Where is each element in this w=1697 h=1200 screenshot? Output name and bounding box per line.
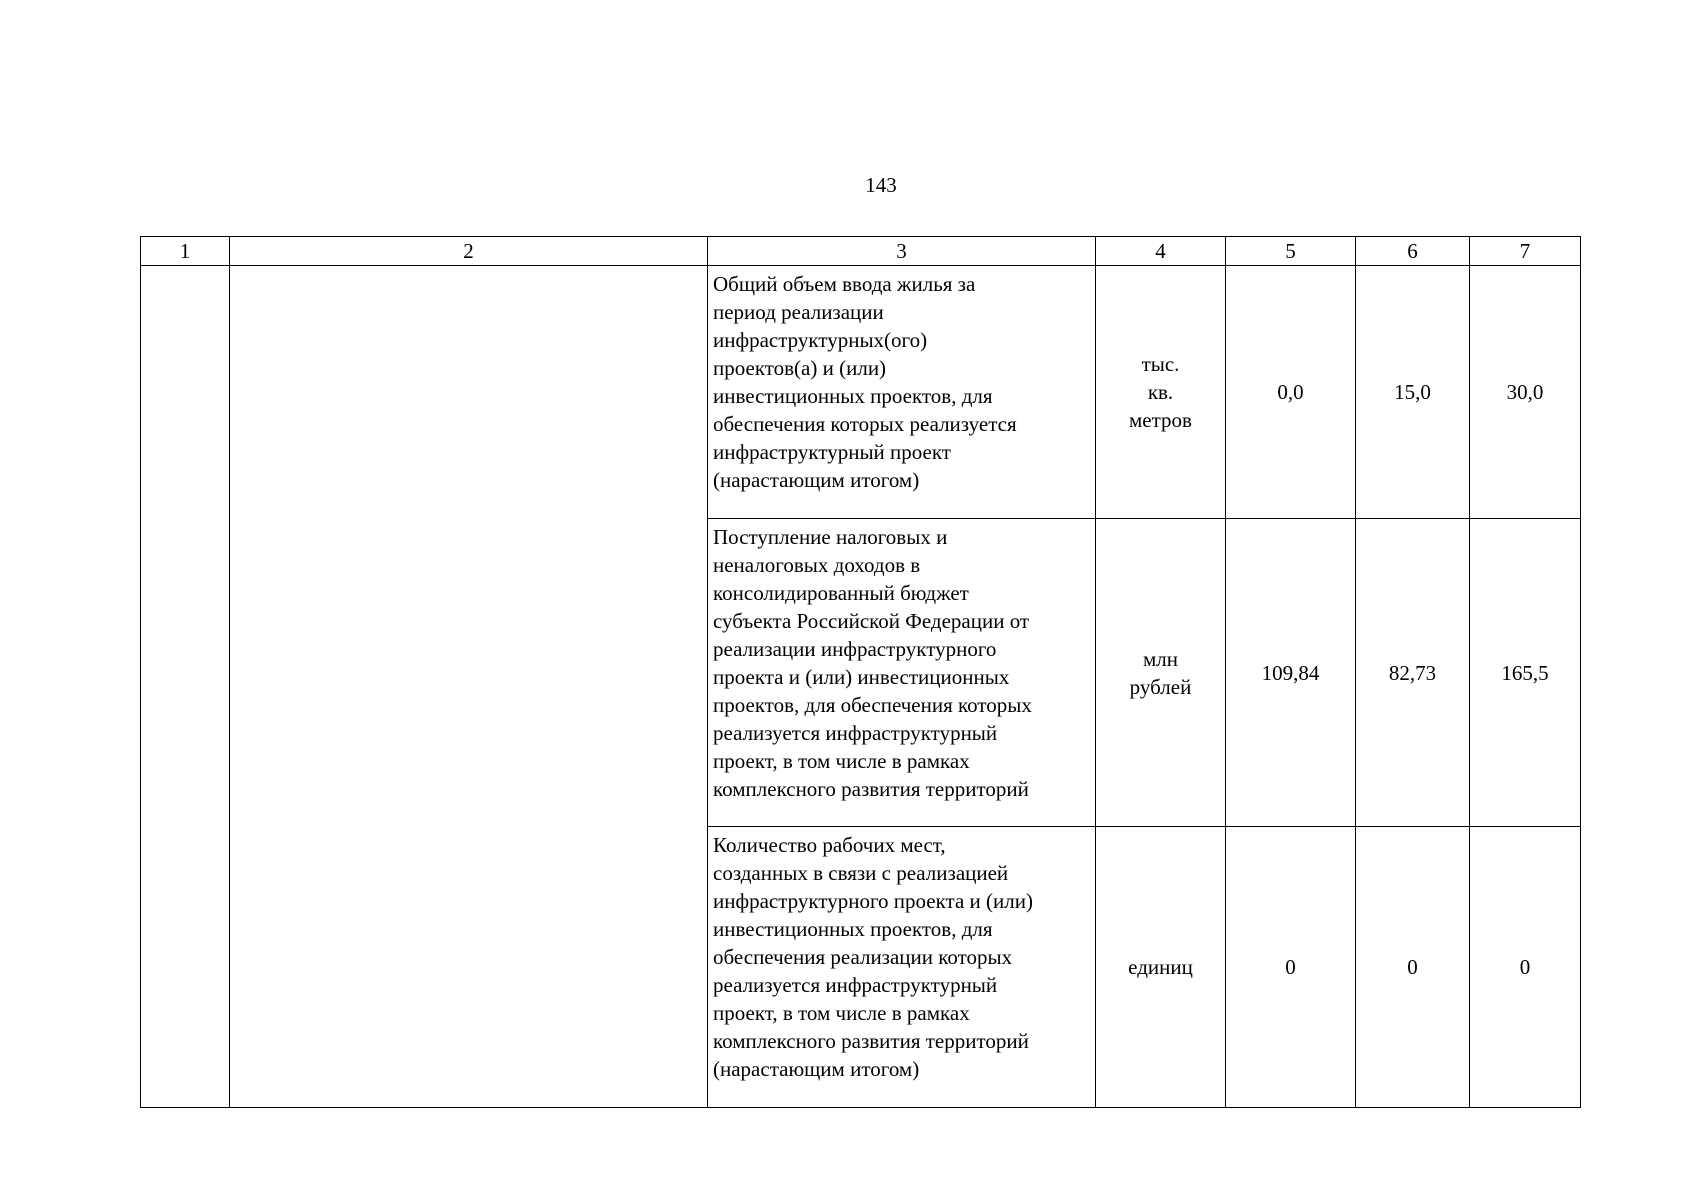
unit-cell: тыс. кв. метров bbox=[1096, 266, 1226, 519]
indicators-table bbox=[140, 236, 1581, 1108]
unit-cell: млн рублей bbox=[1096, 519, 1226, 827]
project-name-cell bbox=[230, 266, 708, 1108]
value-col7-cell: 165,5 bbox=[1470, 519, 1581, 827]
page-number: 143 bbox=[865, 173, 897, 197]
column-header-6: 6 bbox=[1356, 237, 1470, 266]
value-col6-cell: 82,73 bbox=[1356, 519, 1470, 827]
value-col5-cell: 0 bbox=[1226, 827, 1356, 1108]
column-header-3: 3 bbox=[708, 237, 1096, 266]
value-col5-cell: 0,0 bbox=[1226, 266, 1356, 519]
column-header-2: 2 bbox=[230, 237, 708, 266]
indicator-name-cell: Общий объем ввода жилья за период реализации инфраструктурных(ого) проектов(а) и (или) инвестиционных проектов, для обеспечения которых реализуется инфраструктурный проект (нарастающим итогом) bbox=[708, 266, 1096, 519]
value-col6-cell: 0 bbox=[1356, 827, 1470, 1108]
indicator-name-cell: Количество рабочих мест, созданных в связи с реализацией инфраструктурного проекта и (или) инвестиционных проектов, для обеспечения реализации которых реализуется инфраструктурный проект, в том числе в рамках комплексного развития территорий (нарастающим итогом) bbox=[708, 827, 1096, 1108]
column-header-7: 7 bbox=[1470, 237, 1581, 266]
column-header-4: 4 bbox=[1096, 237, 1226, 266]
row-number-cell bbox=[141, 266, 230, 1108]
value-col6-cell: 15,0 bbox=[1356, 266, 1470, 519]
indicator-name-cell: Поступление налоговых и неналоговых доходов в консолидированный бюджет субъекта Российской Федерации от реализации инфраструктурного проекта и (или) инвестиционных проектов, для обеспечения которых реализуется инфраструктурный проект, в том числе в рамках комплексного развития территорий bbox=[708, 519, 1096, 827]
column-header-5: 5 bbox=[1226, 237, 1356, 266]
table-header-row bbox=[141, 237, 1581, 266]
column-header-1: 1 bbox=[141, 237, 230, 266]
unit-cell: единиц bbox=[1096, 827, 1226, 1108]
value-col5-cell: 109,84 bbox=[1226, 519, 1356, 827]
table-row bbox=[141, 266, 1581, 519]
value-col7-cell: 0 bbox=[1470, 827, 1581, 1108]
value-col7-cell: 30,0 bbox=[1470, 266, 1581, 519]
